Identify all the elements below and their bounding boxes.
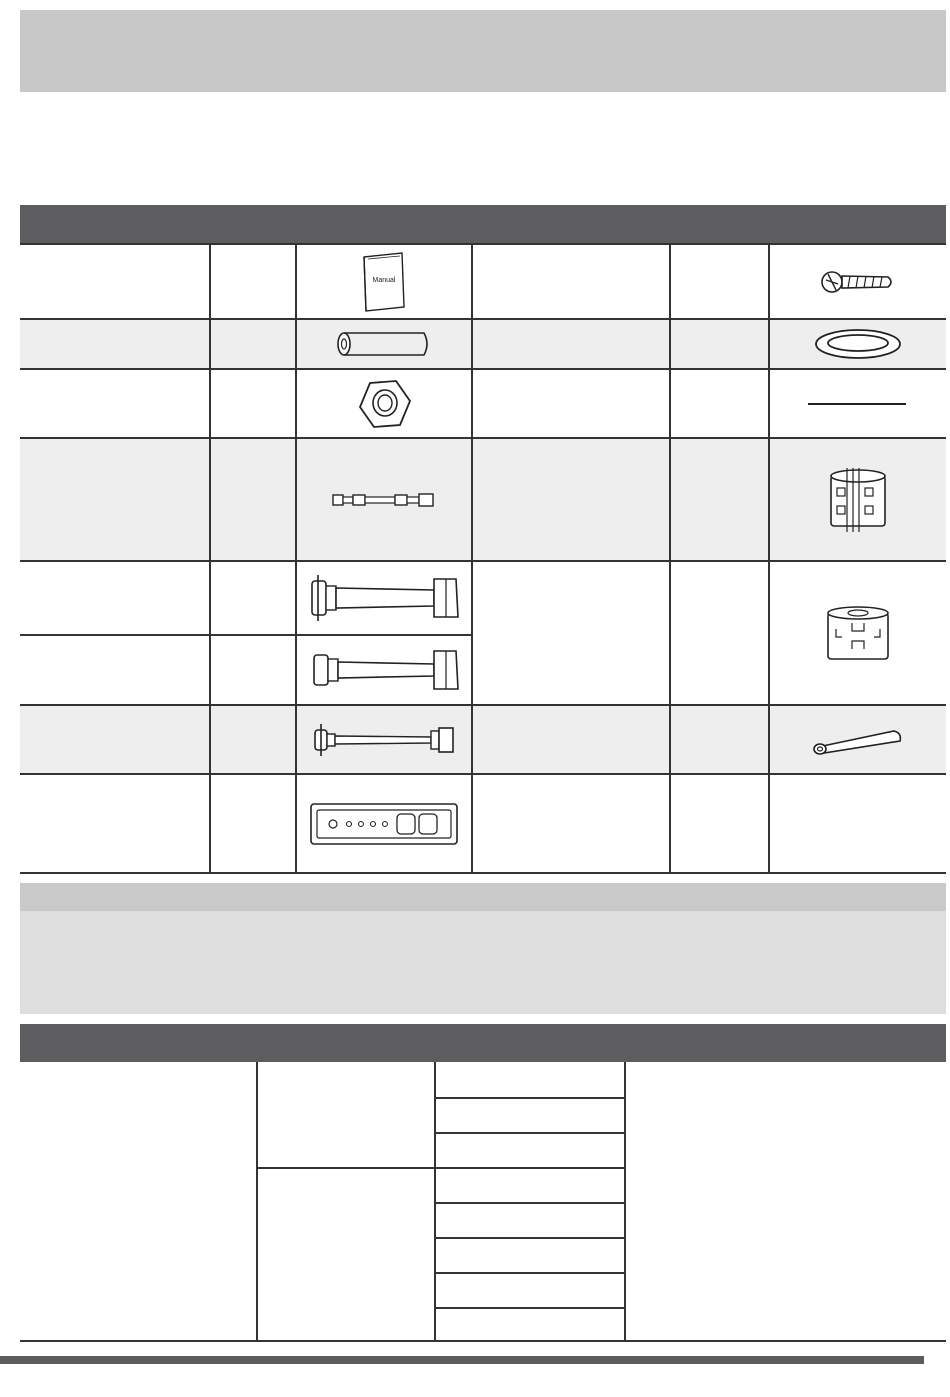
top-title-bar bbox=[20, 10, 946, 92]
manual-icon bbox=[297, 245, 471, 318]
seal-ring-icon bbox=[770, 320, 946, 368]
ferrite-core-small-icon bbox=[770, 439, 946, 560]
specification-table bbox=[20, 1062, 946, 1344]
note-box bbox=[20, 883, 946, 1014]
insulation-tube-icon bbox=[297, 320, 471, 368]
manual-label: Manual bbox=[372, 276, 396, 284]
connecting-pipe-icon bbox=[297, 439, 471, 560]
specification-section-header bbox=[20, 1024, 946, 1062]
strip-icon bbox=[770, 370, 946, 437]
pipe-adapter-small-icon bbox=[297, 706, 471, 773]
footer-bar bbox=[0, 1356, 924, 1364]
pipe-adapter-medium-icon bbox=[297, 636, 471, 704]
note-header-strip bbox=[20, 883, 946, 911]
screw-icon bbox=[770, 245, 946, 318]
flare-nut-icon bbox=[297, 370, 471, 437]
accessories-section-header bbox=[20, 205, 946, 243]
pipe-adapter-large-icon bbox=[297, 562, 471, 634]
wired-controller-icon bbox=[297, 775, 471, 872]
cable-sleeve-icon bbox=[770, 706, 946, 773]
ferrite-core-large-icon bbox=[770, 562, 946, 704]
